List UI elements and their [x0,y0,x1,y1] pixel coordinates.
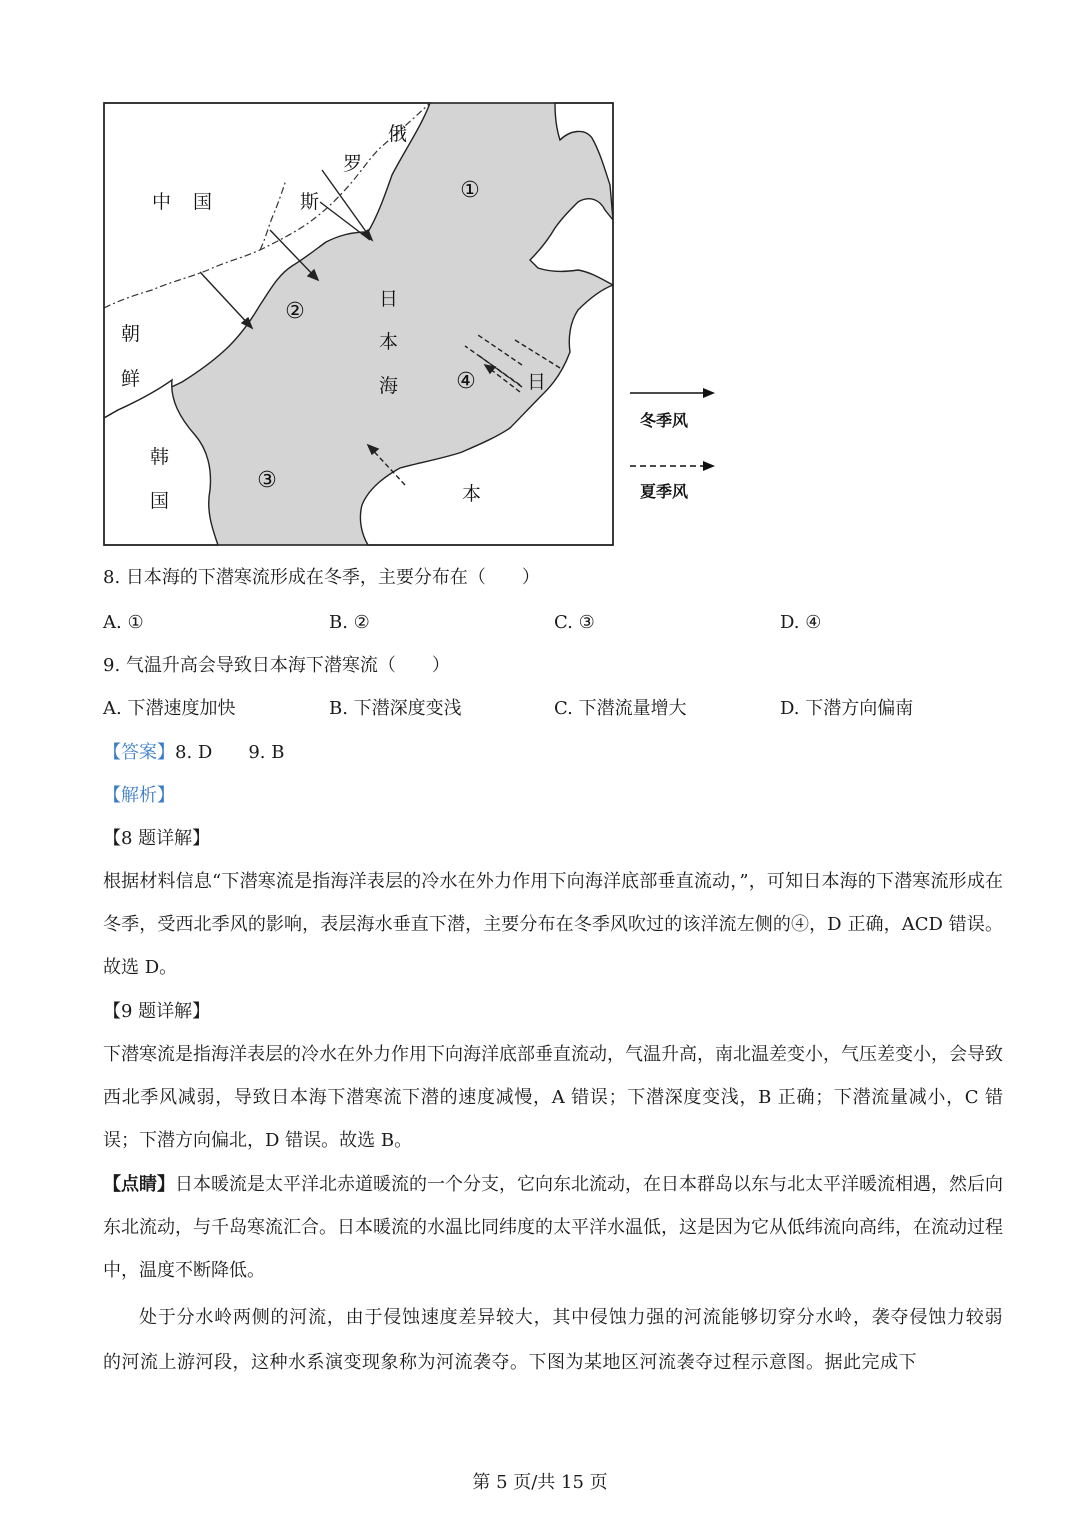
detail8-text: 根据材料信息“下潜寒流是指海洋表层的冷水在外力作用下向海洋底部垂直流动，”，可知日本海的下潜寒流形成在冬季，受西北季风的影响，表层海水垂直下潜，主要分布在冬季风吹过的该洋流左侧的④，D 正确，ACD 错误。故选 D。 [103,871,1003,978]
label-sea-3: 海 [379,375,399,397]
answer-line [103,741,284,765]
svg-text:①: ① [460,178,480,203]
svg-text:③: ③ [257,468,277,493]
legend [630,388,715,501]
tip-text: 日本暖流是太平洋北赤道暖流的一个分支，它向东北流动，在日本群岛以东与北太平洋暖流相遇，然后向东北流动，与千岛寒流汇合。日本暖流的水温比同纬度的太平洋水温低，这是因为它从低纬流向高纬，在流动过程中，温度不断降低。 [103,1174,1003,1281]
svg-text:②: ② [285,299,305,324]
q9-option-d: D. 下潜方向偏南 [780,698,914,719]
label-dprk-2: 鲜 [121,368,141,390]
label-russia-3: 斯 [300,191,320,213]
label-dprk-1: 朝 [121,323,141,345]
zone-marker-1 [460,178,480,203]
label-japan-1: 日 [527,371,547,393]
q9-option-c: C. 下潜流量增大 [554,698,687,719]
zone-marker-2 [285,299,305,324]
detail8-tag: 【8 题详解】 [103,828,211,849]
detail9-text: 下潜寒流是指海洋表层的冷水在外力作用下向海洋底部垂直流动，气温升高，南北温差变小，气压差变小，会导致西北季风减弱，导致日本海下潜寒流下潜的速度减慢，A 错误；下潜深度变浅，B 正确；下潜流量减小，C 错误；下潜方向偏北，D 错误。故选 B。 [103,1044,1003,1151]
arrow-right-icon [703,388,715,398]
label-sea-2: 本 [379,331,399,353]
tip-paragraph [103,1163,1003,1292]
label-japan-2: 本 [462,483,482,505]
q8-stem: 8. 日本海的下潜寒流形成在冬季，主要分布在（ ） [103,567,540,588]
label-china-2: 国 [193,191,213,213]
label-russia-1: 俄 [388,123,408,145]
q9-option-b: B. 下潜深度变浅 [329,698,462,719]
q8-option-a: A. ① [103,612,144,633]
legend-summer-label: 夏季风 [640,482,689,501]
legend-winter-label: 冬季风 [640,411,689,430]
q8-option-c: C. ③ [554,612,595,633]
map-figure [100,100,720,550]
label-rok-2: 国 [150,490,170,512]
detail9-tag: 【9 题详解】 [103,1001,211,1022]
japan-sea-map [100,100,720,550]
arrow-right-icon [703,461,715,471]
q8-option-b: B. ② [329,612,370,633]
svg-text:④: ④ [456,369,476,394]
zone-marker-3 [257,468,277,493]
next-intro: 处于分水岭两侧的河流，由于侵蚀速度差异较大，其中侵蚀力强的河流能够切穿分水岭，袭夺侵蚀力较弱的河流上游河段，这种水系演变现象称为河流袭夺。下图为某地区河流袭夺过程示意图。据此完成下 [103,1307,1003,1373]
label-russia-2: 罗 [343,153,363,175]
tip-tag: 【点睛】 [103,1174,175,1195]
q9-option-a: A. 下潜速度加快 [103,698,236,719]
q8-option-d: D. ④ [780,612,822,633]
label-sea-1: 日 [379,288,399,310]
label-rok-1: 韩 [150,446,170,468]
label-china-1: 中 [152,191,172,213]
zone-marker-4 [456,369,476,394]
answer-value: 8. D 9. B [175,742,285,763]
answer-tag: 【答案】 [103,742,175,763]
q9-stem: 9. 气温升高会导致日本海下潜寒流（ ） [103,655,450,676]
page-footer: 第 5 页/共 15 页 [472,1472,608,1493]
analysis-tag: 【解析】 [103,785,175,806]
